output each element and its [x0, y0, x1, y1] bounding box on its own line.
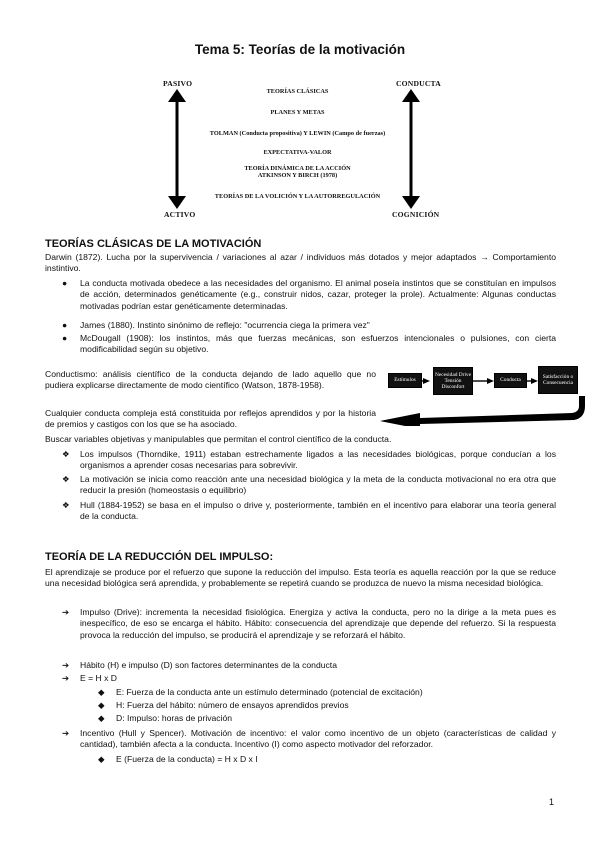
arrow-bullet-icon: ➔ [62, 607, 70, 617]
diagram-item-atkinson-birch: ATKINSON Y BIRCH (1978) [257, 172, 338, 179]
flow-box-estimulos: Estímulos [388, 373, 422, 388]
diamond-bullet-icon: ◆ [98, 687, 105, 697]
page-number: 1 [549, 797, 555, 807]
sub-bullet-item: Hull (1884-1952) se basa en el impulso o drive y, posteriormente, también en el incentivo para elaborar una teoría general de la conducta. [80, 500, 556, 522]
arrow-item: Impulso (Drive): incrementa la necesidad fisiológica. Energiza y activa la conducta, pero no la dirige a la meta pues es inespecífico, de eso se encarga el hábito. Hábito: consecuencia del aprendizaje que depende del refuerzo. Si la respuesta provoca la reducción del impulso, se producirá el aprendizaje y se reforzará el hábito. [80, 607, 556, 640]
page-title: Tema 5: Teorías de la motivación [194, 42, 406, 57]
formula-item-incentivo: E (Fuerza de la conducta) = H x D x I [116, 754, 258, 764]
bullet-item: McDougall (1908): los instintos, más que fuerzas mecánicas, son esfuerzos intencionales o pulsiones, con cierta modificabilidad según su objetivo. [80, 333, 556, 355]
diagram-label-pasivo: PASIVO [163, 79, 193, 88]
arrow-bullet-icon: ➔ [62, 728, 70, 738]
bullet-item: La conducta motivada obedece a las necesidades del organismo. El animal poseía instintos que se constituían en impulsos de acción, determinados genéticamente (e.g., construir nidos, cazar, proteger la prole). Actualmente: Algunas conductas motivadas podrían estar genéticamente determinadas. [80, 278, 556, 311]
diamond-bullet-icon: ❖ [62, 449, 70, 459]
formula-item: H: Fuerza del hábito: número de ensayos aprendidos previos [116, 700, 349, 710]
diamond-bullet-icon: ❖ [62, 500, 70, 510]
diagram-item-teorias-clasicas: TEORÍAS CLÁSICAS [266, 88, 329, 95]
bullet-item: James (1880). Instinto sinónimo de reflejo: "ocurrencia ciega la primera vez" [80, 320, 370, 330]
flow-box-satisfaccion: Satisfacción o Consecuencia [538, 366, 578, 394]
section-heading-reduccion-impulso: TEORÍA DE LA REDUCCIÓN DEL IMPULSO: [45, 551, 274, 563]
diamond-bullet-icon: ❖ [62, 474, 70, 484]
section-heading-teorias-clasicas: TEORÍAS CLÁSICAS DE LA MOTIVACIÓN [45, 238, 262, 250]
paragraph-conductismo: Conductismo: análisis científico de la conducta dejando de lado aquello que no pudiera explicarse directamente de modo científico (Watson, 1878-1958). [45, 369, 376, 391]
diamond-bullet-icon: ◆ [98, 713, 105, 723]
diagram-item-tolman-lewin: TOLMAN (Conducta propositiva) Y LEWIN (Campo de fuerzas) [209, 130, 386, 137]
diagram-item-teoria-dinamica: TEORÍA DINÁMICA DE LA ACCIÓN [244, 165, 351, 172]
bullet-dot-icon: ● [62, 333, 68, 343]
diagram-label-activo: ACTIVO [164, 210, 196, 219]
flow-arrows-icon [380, 360, 590, 426]
paragraph-variables: Buscar variables objetivas y manipulables que permitan el control científico de la conducta. [45, 434, 392, 444]
diagram-item-volicion: TEORÍAS DE LA VOLICIÓN Y LA AUTORREGULACIÓN [214, 193, 381, 200]
arrow-item-incentivo: Incentivo (Hull y Spencer). Motivación de incentivo: el valor como incentivo de un objeto (características de calidad y cantidad), también afecta a la conducta. Incentivo (I) como aspecto motivador del reforzador. [80, 728, 556, 750]
bullet-dot-icon: ● [62, 278, 68, 288]
paragraph-darwin: Darwin (1872). Lucha por la supervivencia / variaciones al azar / individuos más dotados y mejor adaptados → Comportamiento instintivo. [45, 252, 556, 274]
diagram-label-conducta: CONDUCTA [396, 79, 441, 88]
arrow-item: E = H x D [80, 673, 118, 683]
sub-bullet-item: Los impulsos (Thorndike, 1911) estaban estrechamente ligados a las necesidades biológicas, porque conducían a los organismos a aprender cosas necesarias para sobrevivir. [80, 449, 556, 471]
bullet-dot-icon: ● [62, 320, 68, 330]
paragraph-reduccion-impulso: El aprendizaje se produce por el refuerzo que supone la reducción del impulso. Esta teoría es aquella reacción por la que se reduce una necesidad biológica será aprendida, y probablemente se repetirá cuando se produzca de nuevo la misma necesidad biológica. [45, 567, 556, 589]
diagram-item-expectativa-valor: EXPECTATIVA-VALOR [263, 149, 332, 156]
formula-item: E: Fuerza de la conducta ante un estímulo determinado (potencial de excitación) [116, 687, 423, 697]
flow-box-necesidad: Necesidad Drive Tensión Disconfort [433, 367, 473, 395]
flow-box-conducta: Conducta [494, 373, 527, 388]
formula-item: D: Impulso: horas de privación [116, 713, 233, 723]
sub-bullet-item: La motivación se inicia como reacción ante una necesidad biológica y la meta de la conducta motivacional no era otra que reducir la presión (homeostasis o equilibrio) [80, 474, 556, 496]
arrow-bullet-icon: ➔ [62, 673, 70, 683]
arrow-bullet-icon: ➔ [62, 660, 70, 670]
diamond-bullet-icon: ◆ [98, 754, 105, 764]
diamond-bullet-icon: ◆ [98, 700, 105, 710]
diagram-label-cognicion: COGNICIÓN [392, 210, 440, 219]
diagram-item-planes-metas: PLANES Y METAS [270, 109, 325, 116]
arrow-item: Hábito (H) e impulso (D) son factores determinantes de la conducta [80, 660, 337, 670]
paragraph-conducta-compleja: Cualquier conducta compleja está constituida por reflejos aprendidos y por la historia de premios y castigos con los que se ha asociado. [45, 408, 376, 430]
